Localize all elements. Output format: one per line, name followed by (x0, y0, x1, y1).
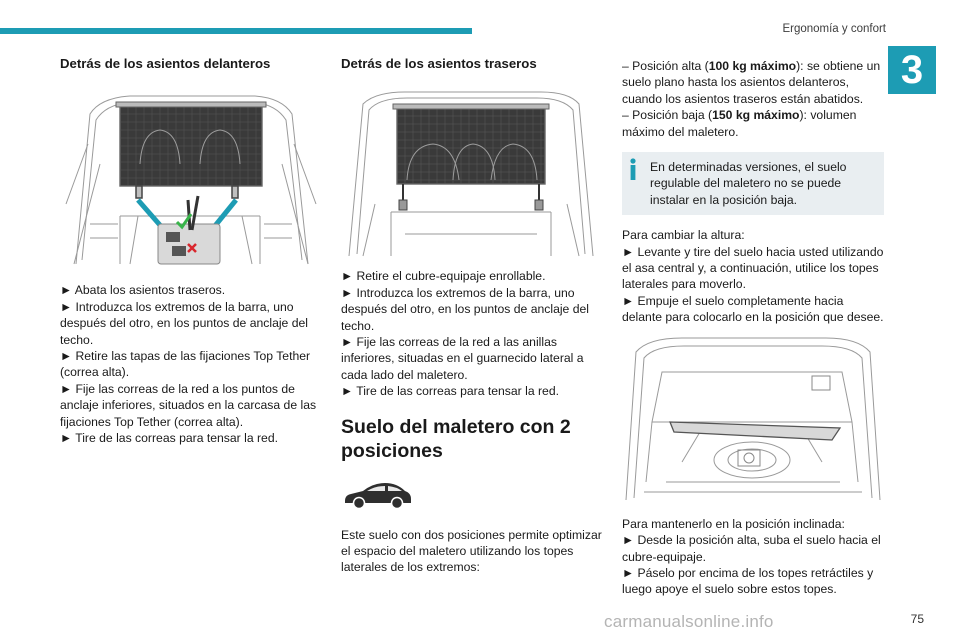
illustration-net-front-seats (60, 84, 322, 270)
illustration-net-rear-seats (341, 84, 603, 260)
step-item: ► Levante y tire del suelo hacia usted utilizando el asa central y, a continuación, utilice los topes laterales para moverlo. (622, 244, 884, 292)
steps-rear-seats (341, 268, 603, 399)
watermark: carmanualsonline.info (604, 612, 774, 631)
header-accent-bar (0, 28, 472, 34)
position-low: – Posición baja (150 kg máximo): volumen máximo del maletero. (622, 108, 857, 139)
steps-front-seats (60, 282, 322, 446)
step-item: ► Abata los asientos traseros. (60, 283, 226, 298)
step-item: ► Fije las correas de la red a los puntos de anclaje inferiores, situados en la carcasa de las fijaciones Top Tether (correa alta). (60, 381, 317, 429)
step-item: ► Introduzca los extremos de la barra, uno después del otro, en los puntos de anclaje del techo. (60, 299, 308, 347)
illustration-trunk-floor (622, 332, 884, 508)
chapter-badge: 3 (888, 46, 936, 94)
info-icon (628, 158, 638, 180)
change-height-title: Para cambiar la altura: (622, 228, 745, 243)
step-item: ► Empuje el suelo completamente hacia delante para colocarlo en la posición que desee. (622, 293, 884, 325)
column-floor-positions (622, 58, 884, 598)
heading-rear-seats: Detrás de los asientos traseros (341, 56, 537, 71)
column-front-seats (60, 56, 322, 446)
position-high: – Posición alta (100 kg máximo): se obtiene un suelo plano hasta los asientos delanteros, cuando los asientos traseros están abatidos. (622, 59, 881, 106)
step-item: ► Tire de las correas para tensar la red. (341, 384, 559, 399)
step-item: ► Páselo por encima de los topes retráctiles y luego apoye el suelo sobre estos topes. (622, 565, 874, 597)
info-text: En determinadas versiones, el suelo regulable del maletero no se puede instalar en la posición baja. (650, 160, 847, 207)
step-item: ► Retire las tapas de las fijaciones Top Tether (correa alta). (60, 349, 311, 380)
step-item: ► Tire de las correas para tensar la red. (60, 431, 278, 446)
heading-two-position-floor: Suelo del maletero con 2 posiciones (341, 415, 571, 462)
step-item: ► Desde la posición alta, suba el suelo hacia el cubre-equipaje. (622, 533, 881, 564)
heading-front-seats: Detrás de los asientos delanteros (60, 56, 271, 71)
step-item: ► Fije las correas de la red a las anillas inferiores, situadas en el guarnecido lateral a cada lado del maletero. (341, 335, 584, 382)
page-number: 75 (910, 612, 924, 626)
step-item: ► Retire el cubre-equipaje enrollable. (341, 269, 546, 284)
section-title: Ergonomía y confort (782, 23, 886, 35)
column-rear-seats (341, 56, 603, 576)
step-item: ► Introduzca los extremos de la barra, uno después del otro, en los puntos de anclaje del techo. (341, 285, 589, 333)
info-box (622, 152, 884, 215)
floor-intro: Este suelo con dos posiciones permite optimizar el espacio del maletero utilizando los topes laterales de los extremos: (341, 527, 602, 575)
car-silhouette-icon (341, 477, 413, 513)
inclined-title: Para mantenerlo en la posición inclinada: (622, 516, 845, 531)
